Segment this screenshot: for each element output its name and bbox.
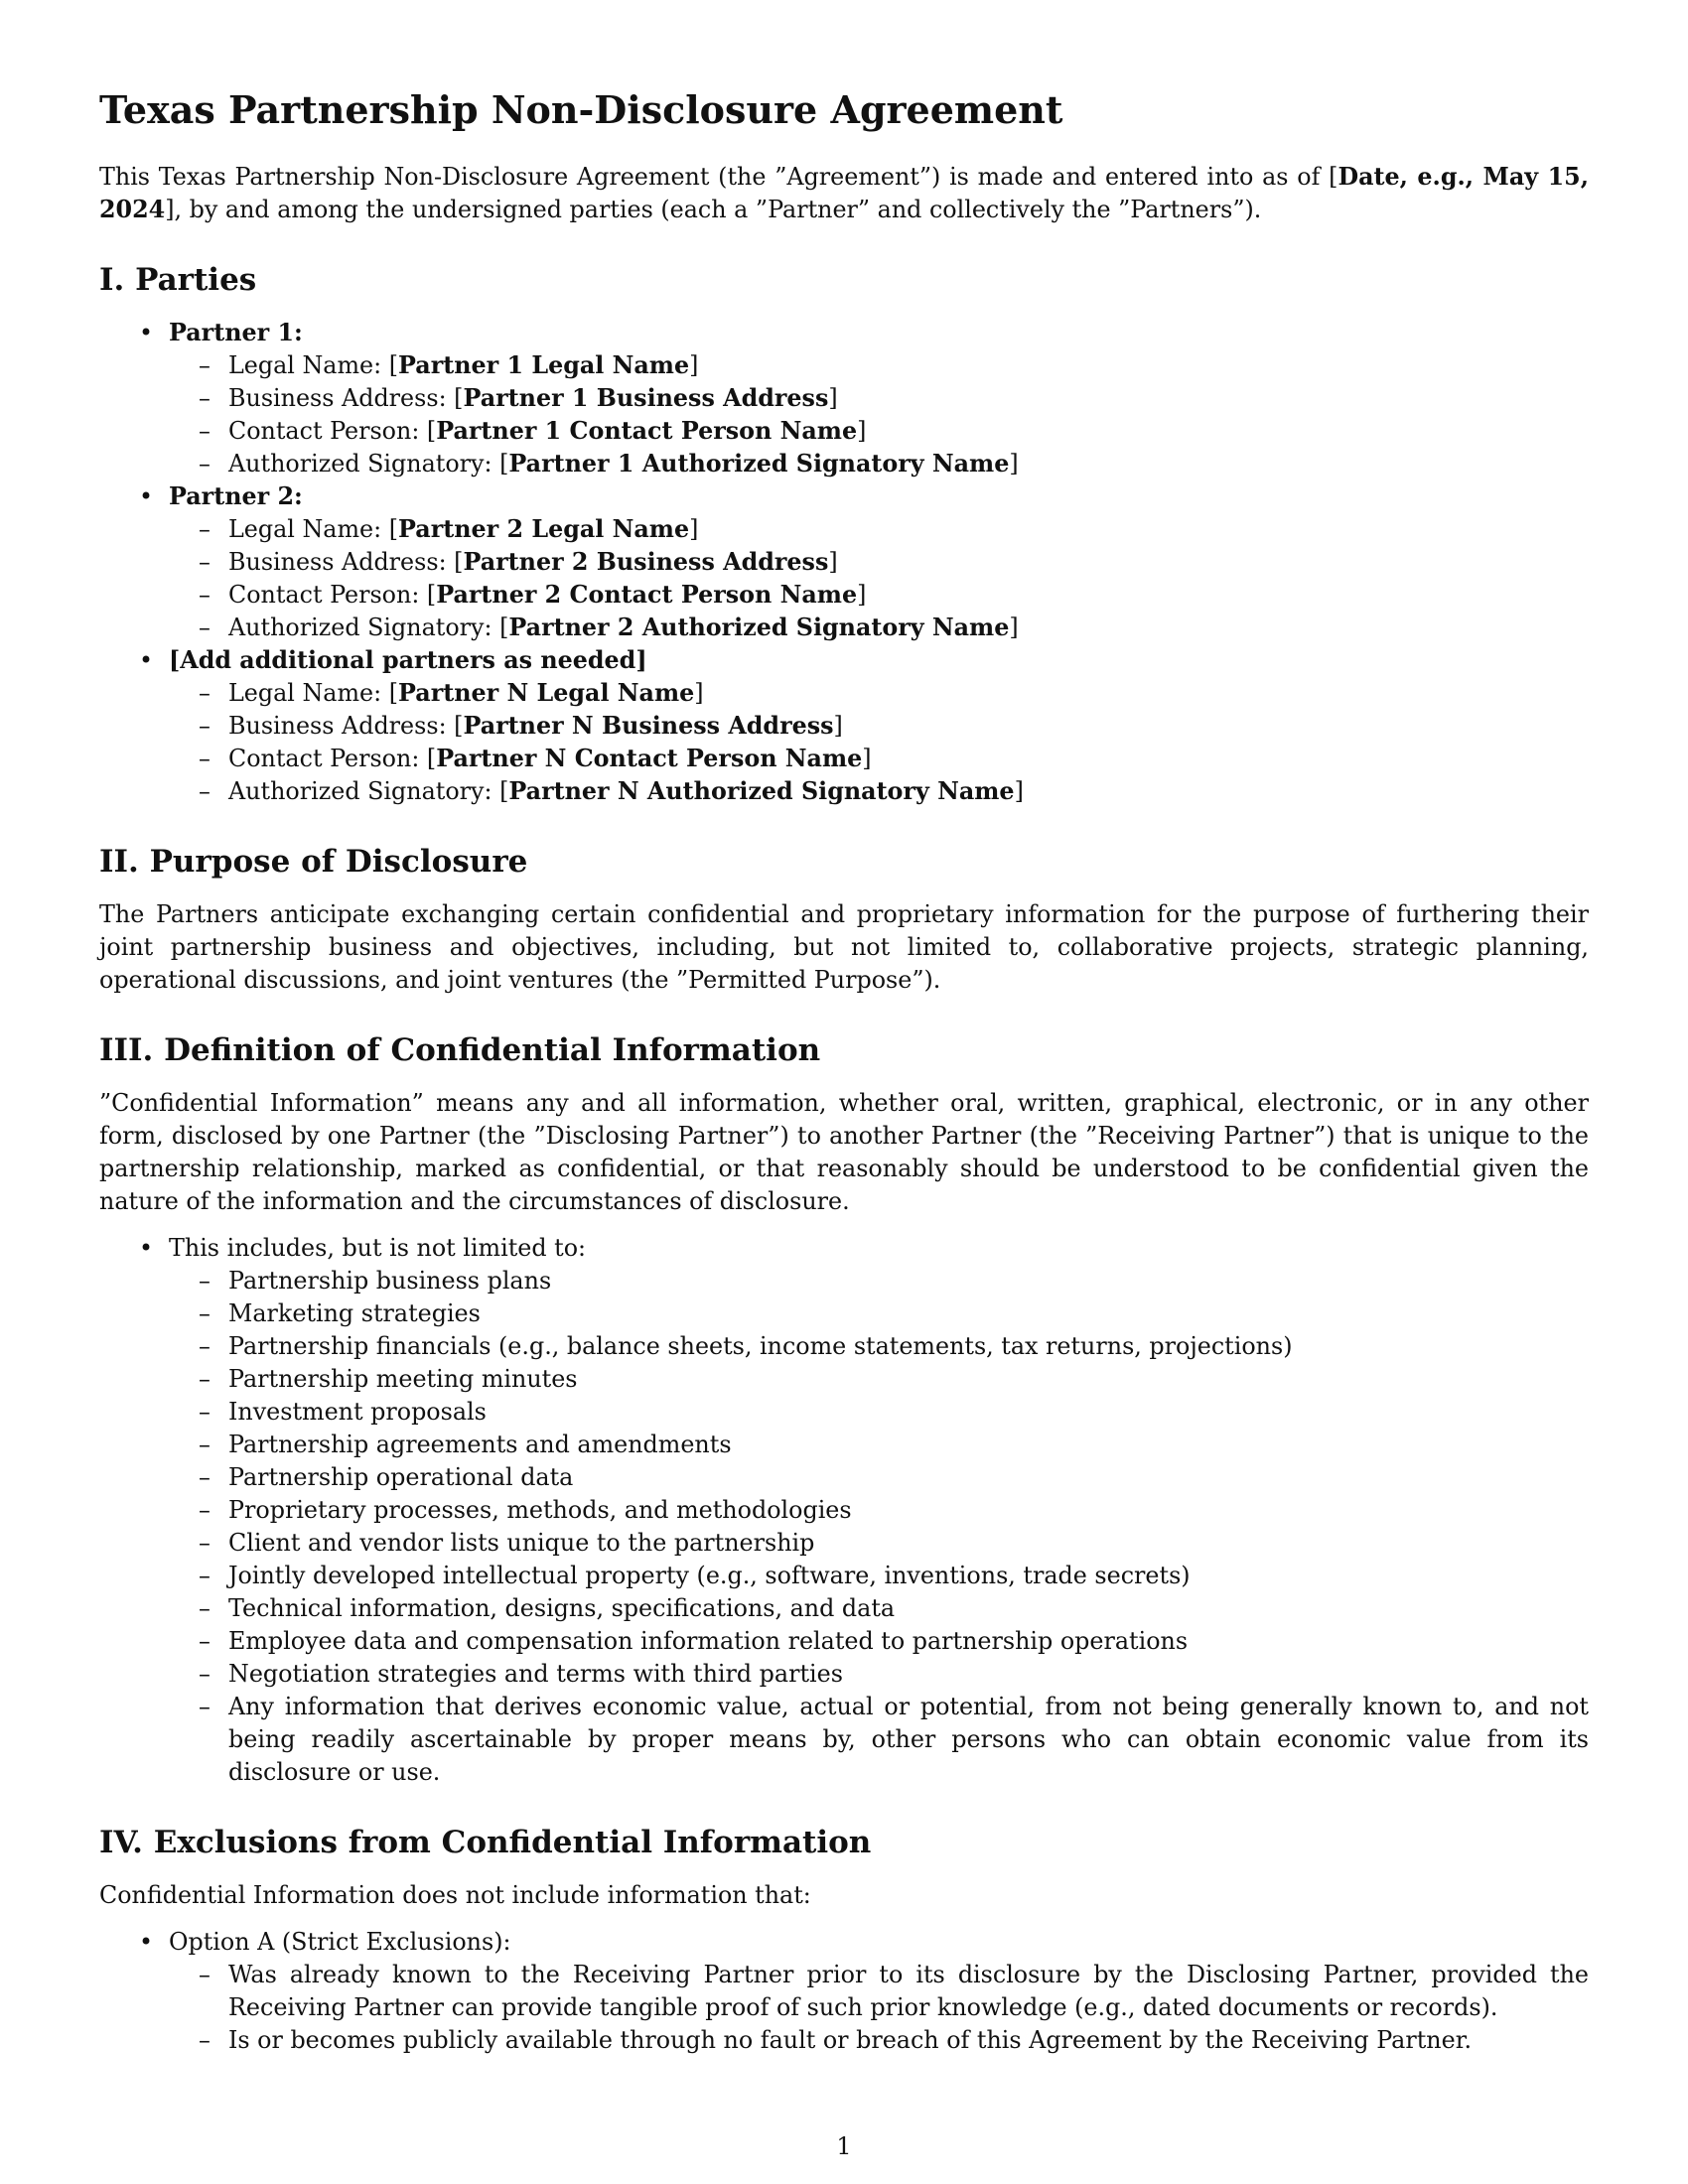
list-item: – Partnership financials (e.g., balance sheets, income statements, tax returns, projections) <box>169 1330 1589 1363</box>
section-heading: IV. Exclusions from Confidential Information <box>99 1825 872 1861</box>
intro-text-after: ], by and among the undersigned parties (each a ”Partner” and collectively the ”Partners”). <box>165 195 1262 223</box>
exclusions-list <box>99 1926 1589 2057</box>
field-value: Partner 1 Business Address <box>463 383 829 412</box>
field-label: Legal Name: <box>228 678 389 707</box>
list-item: – Was already known to the Receiving Partner prior to its disclosure by the Disclosing Partner, provided the Receiving Partner can provide tangible proof of such prior knowledge (e.g., dated documents or records). <box>169 1959 1589 2024</box>
field-value: Partner 2 Contact Person Name <box>436 580 858 609</box>
list-item <box>99 1232 1589 1789</box>
field-label: Business Address: <box>228 383 455 412</box>
field-label: Legal Name: <box>228 514 389 543</box>
field-label: Authorized Signatory: <box>228 449 500 478</box>
intro-text-before: This Texas Partnership Non-Disclosure Agreement (the ”Agreement”) is made and entered into as of [ <box>99 162 1338 191</box>
section-definition <box>99 1032 1589 1789</box>
field-value: Partner 2 Authorized Signatory Name <box>508 613 1010 641</box>
list-item: – Partnership operational data <box>169 1461 1589 1494</box>
party-field: – Contact Person: [Partner 2 Contact Person Name] <box>169 579 1589 612</box>
field-label: Business Address: <box>228 711 455 740</box>
intro-paragraph <box>99 161 1589 226</box>
field-value: Partner 1 Contact Person Name <box>436 416 858 445</box>
field-label: Authorized Signatory: <box>228 776 500 805</box>
section-parties <box>99 262 1589 808</box>
party-field: – Legal Name: [Partner 2 Legal Name] <box>169 513 1589 546</box>
list-item: – Is or becomes publicly available through no fault or breach of this Agreement by the Receiving Partner. <box>169 2024 1589 2057</box>
list-item: – Jointly developed intellectual property (e.g., software, inventions, trade secrets) <box>169 1560 1589 1592</box>
date-placeholder: Date, e.g., May 15, 2024 <box>99 162 1589 223</box>
party-field: – Legal Name: [Partner N Legal Name] <box>169 677 1589 710</box>
party-fields <box>169 677 1589 808</box>
party-fields <box>169 349 1589 480</box>
party-group <box>99 644 1589 808</box>
list-item: – Proprietary processes, methods, and methodologies <box>169 1494 1589 1527</box>
list-item: – Investment proposals <box>169 1396 1589 1429</box>
party-field: – Contact Person: [Partner N Contact Person Name] <box>169 743 1589 775</box>
field-value: Partner N Business Address <box>463 711 834 740</box>
party-field: – Legal Name: [Partner 1 Legal Name] <box>169 349 1589 382</box>
party-group <box>99 317 1589 480</box>
document-title: Texas Partnership Non-Disclosure Agreement <box>99 87 1063 132</box>
party-field: – Business Address: [Partner 2 Business Address] <box>169 546 1589 579</box>
field-value: Partner 1 Legal Name <box>398 350 690 379</box>
party-label: [Add additional partners as needed] <box>169 645 647 674</box>
party-group <box>99 480 1589 644</box>
party-field: – Authorized Signatory: [Partner N Authorized Signatory Name] <box>169 775 1589 808</box>
section-purpose <box>99 844 1589 997</box>
party-fields <box>169 513 1589 644</box>
list-item: – Any information that derives economic value, actual or potential, from not being generally known to, and not being readily ascertainable by proper means by, other persons who can obtain economic value from its disclosure or use. <box>169 1691 1589 1789</box>
list-item: – Client and vendor lists unique to the partnership <box>169 1527 1589 1560</box>
list-item: – Partnership business plans <box>169 1265 1589 1297</box>
party-field: – Contact Person: [Partner 1 Contact Person Name] <box>169 415 1589 448</box>
party-field: – Business Address: [Partner N Business Address] <box>169 710 1589 743</box>
field-label: Contact Person: <box>228 416 427 445</box>
purpose-paragraph: The Partners anticipate exchanging certain confidential and proprietary information for the purpose of furthering their joint partnership business and objectives, including, but not limited to, collaborative projects, strategic planning, operational discussions, and joint ventures (the ”Permitted Purpose”). <box>99 899 1589 994</box>
list-item <box>99 1926 1589 2057</box>
section-heading: III. Definition of Confidential Information <box>99 1031 821 1068</box>
field-value: Partner 2 Legal Name <box>398 514 690 543</box>
section-heading: II. Purpose of Disclosure <box>99 843 528 880</box>
party-label: Partner 2: <box>169 481 303 510</box>
field-value: Partner N Authorized Signatory Name <box>508 776 1015 805</box>
list-item: – Partnership meeting minutes <box>169 1363 1589 1396</box>
definition-list <box>99 1232 1589 1789</box>
definition-items <box>169 1265 1589 1789</box>
page-number: 1 <box>836 2132 852 2160</box>
parties-list <box>99 317 1589 808</box>
list-item: – Marketing strategies <box>169 1297 1589 1330</box>
field-label: Authorized Signatory: <box>228 613 500 641</box>
field-value: Partner N Legal Name <box>398 678 695 707</box>
party-label: Partner 1: <box>169 318 303 346</box>
field-label: Contact Person: <box>228 580 427 609</box>
field-label: Legal Name: <box>228 350 389 379</box>
field-value: Partner N Contact Person Name <box>436 744 863 772</box>
exclusions-paragraph: Confidential Information does not include information that: <box>99 1881 811 1910</box>
section-exclusions <box>99 1825 1589 2057</box>
field-value: Partner 2 Business Address <box>463 547 829 576</box>
field-label: Business Address: <box>228 547 455 576</box>
list-intro: This includes, but is not limited to: <box>169 1234 587 1263</box>
list-item: – Technical information, designs, specifications, and data <box>169 1592 1589 1625</box>
exclusion-items <box>169 1959 1589 2057</box>
list-item: – Employee data and compensation information related to partnership operations <box>169 1625 1589 1658</box>
section-heading: I. Parties <box>99 261 257 298</box>
party-field: – Authorized Signatory: [Partner 1 Authorized Signatory Name] <box>169 448 1589 480</box>
list-item: – Negotiation strategies and terms with third parties <box>169 1658 1589 1691</box>
definition-paragraph: ”Confidential Information” means any and all information, whether oral, written, graphical, electronic, or in any other form, disclosed by one Partner (the ”Disclosing Partner”) to another Partner (the ”Receiving Partner”) that is unique to the partnership relationship, marked as confidential, or that reasonably should be understood to be confidential given the nature of the information and the circumstances of disclosure. <box>99 1089 1589 1216</box>
field-value: Partner 1 Authorized Signatory Name <box>508 449 1010 478</box>
party-field: – Authorized Signatory: [Partner 2 Authorized Signatory Name] <box>169 612 1589 644</box>
option-label: Option A (Strict Exclusions): <box>169 1928 511 1957</box>
party-field: – Business Address: [Partner 1 Business Address] <box>169 382 1589 415</box>
field-label: Contact Person: <box>228 744 427 772</box>
list-item: – Partnership agreements and amendments <box>169 1429 1589 1461</box>
